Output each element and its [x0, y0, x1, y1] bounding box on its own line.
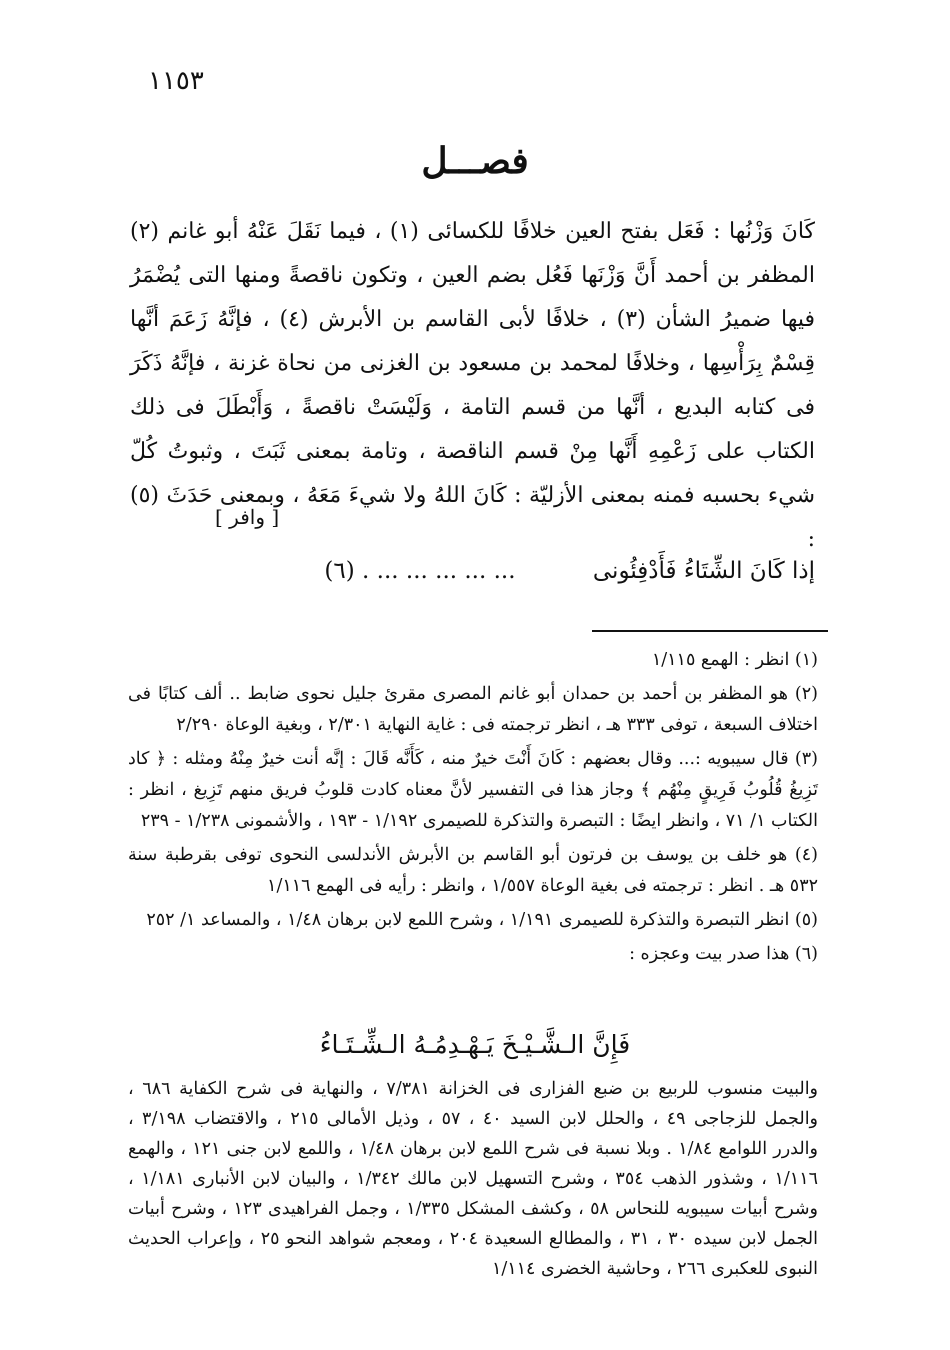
page-number: ١١٥٣: [148, 66, 204, 96]
verse-sources-text: والبيت منسوب للربيع بن ضبع الفزارى فى الخزانة ٧/٣٨١ ، والنهاية فى شرح الكفاية ٦٨٦ ، والجمل للزجاجى ٤٩ ، والحلل لابن السيد ٤٠ ، ٥٧ ، وذيل الأمالى ٢١٥ ، والاقتضاب ٣/١٩٨ ، والدرر اللوامع ١/٨٤ . وبلا نسبة فى شرح اللمع لابن برهان ١/٤٨ ، واللمع لابن جنى ١٢١ ، والهمع ١/١١٦ ، وشذور الذهب ٣٥٤ ، وشرح التسهيل لابن مالك ١/٣٤٢ ، والبيان لابن الأنبارى ١/١٨١ ، وشرح أبيات سيبويه للنحاس ٥٨ ، وكشف المشكل ١/٣٣٥ ، وجمل الفراهيدى ١٢٣ ، وشرح أبيات الجمل لابن سيده ٣٠ ، ٣١ ، والمطالع السعيدة ٢٠٤ ، ومعجم شواهد النحو ٢٥ ، وإعراب الحديث النبوى للعكبرى ٢٦٦ ، وحاشية الخضرى ١/١١٤: [128, 1079, 819, 1279]
main-paragraph: كَانَ وَزْنُها : فَعَل بفتح العين خلافًا للكسائى (١) ، فيما نَقَلَ عَنْهُ أبو غانم (٢) المظفر بن أحمد أَنَّ وَزْنَها فَعُل بضم العين ، وتكون ناقصةً ومنها التى يُضْمَرُ فيها ضميرُ الشأن (٣) ، خلافًا لأبى القاسم بن الأبرش (٤) ، فإنَّهُ زَعَمَ أنَّها قِسْمٌ بِرَأْسِها ، وخلافًا لمحمد بن مسعود بن الغزنى من نحاة غزنة ، فإنَّهُ ذَكَرَ فى كتابه البديع ، أنَّها من قسم التامة ، وَلَيْسَتْ ناقصةً ، وَأَبْطَلَ فى ذلك الكتاب على زَعْمِهِ أَنَّها مِنْ قسم الناقصة ، وتامة بمعنى ثَبَتَ ، وثبوتُ كُلّ شيء بحسبه فمنه بمعنى الأزليّة : كَانَ اللهُ ولا شيءَ مَعَهُ ، وبمعنى حَدَثَ (٥) :: [130, 219, 816, 552]
meter-label: [ وافر ]: [215, 505, 280, 529]
footnote-3: (٣) قال سيبويه :... وقال بعضهم : كَانَ أَنْتَ خيرٌ منه ، كَأَنَّه قَالَ : إنَّه أنت خيرٌ مِنْهُ ومثله : ﴿ كاد تَزِيغُ قُلُوبُ فَرِيقٍ مِنْهُم ﴾ وجاز هذا فى التفسير لأنَّ معناه كادت قلوبُ فريق منهم تَزِيغ ، انظر : الكتاب ١/ ٧١ ، وانظر ايضًا : التبصرة والتذكرة للصيمرى ١/١٩٢ - ١٩٣ ، والأشمونى ١/٢٣٨ - ٢٣٩: [128, 749, 818, 831]
footnote-6: (٦) هذا صدر بيت وعجزه :: [629, 944, 818, 964]
section-heading-text: فصـــل: [421, 140, 529, 182]
footnote-4: (٤) هو خلف بن يوسف بن فرتون أبو القاسم بن الأبرش الأندلسى النحوى توفى بقرطبة سنة ٥٣٢ هـ . انظر : ترجمته فى بغية الوعاة ١/٥٥٧ ، وانظر : رأيه فى الهمع ١/١١٦: [128, 845, 818, 896]
footnotes: [128, 645, 818, 973]
verse-line: [180, 558, 815, 584]
footnote-2: (٢) هو المظفر بن أحمد بن حمدان أبو غانم المصرى مقرئ جليل نحوى ضابط .. ألف كتابًا فى اختلاف السبعة ، توفى ٣٣٣ هـ ، انظر ترجمته فى : غاية النهاية ٢/٣٠١ ، وبغية الوعاة ٢/٢٩٠: [128, 684, 818, 735]
verse-hemistich: فَإِنَّ الـشَّـيْـخَ يَـهْـدِمُـهُ الـشِّـتَـاءُ: [319, 1030, 631, 1059]
verse-second-half: ... ... ... ... ... . (٦): [324, 558, 516, 584]
footnote-separator: [592, 630, 828, 632]
section-heading: [0, 140, 950, 182]
footnote-5: (٥) انظر التبصرة والتذكرة للصيمرى ١/١٩١ ، وشرح اللمع لابن برهان ١/٤٨ ، والمساعد ١/ ٢٥٢: [146, 910, 818, 930]
footnote-1: (١) انظر : الهمع ١/١١٥: [651, 650, 818, 670]
verse-sources: [128, 1074, 818, 1284]
verse-first-half: إذا كَانَ الشِّتَاءُ فَأَدْفِئُونى: [592, 558, 815, 584]
